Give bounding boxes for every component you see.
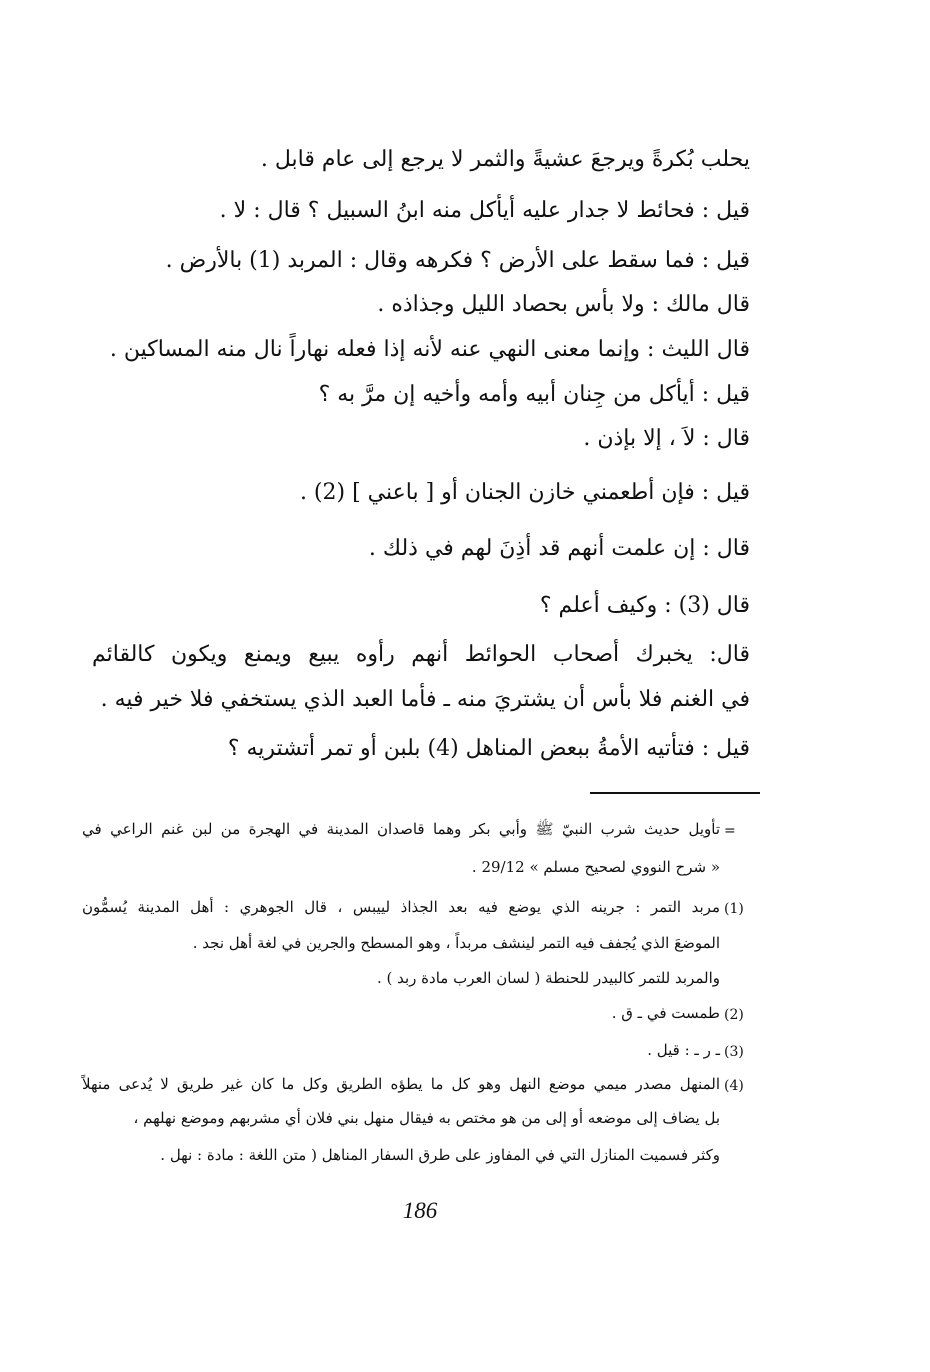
- footnote-marker: (3): [724, 1044, 744, 1060]
- footnote-marker: (4): [724, 1078, 744, 1094]
- text-line: قيل : فحائط لا جدار عليه أيأكل منه ابنُ السبيل ؟ قال : لا .: [219, 198, 750, 223]
- footnote-line: « شرح النووي لصحيح مسلم » 29/12 .: [471, 858, 720, 876]
- page-number: 186: [402, 1198, 438, 1223]
- footnote-line: والمربد للتمر كالبيدر للحنطة ( لسان العرب مادة ربد ) .: [376, 969, 720, 987]
- text-line: قال : لاَ ، إلا بإذن .: [583, 426, 750, 451]
- footnote-marker: =: [724, 823, 736, 839]
- text-line: قيل : فإن أطعمني خازن الجنان أو [ باعني ] (2) .: [299, 480, 750, 505]
- footnote-line: تأويل حديث شرب النبيّ ﷺ وأبي بكر وهما قاصدان المدينة في الهجرة من لبن غنم الراعي في: [82, 820, 720, 838]
- footnote-line: مربد التمر : جرينه الذي يوضع فيه بعد الجذاذ لييبس ، قال الجوهري : أهل المدينة يُسمُّون: [82, 898, 720, 916]
- footnote-line: طمست في ـ ق .: [611, 1004, 720, 1022]
- footnote-marker: (2): [724, 1007, 744, 1023]
- text-line: يحلب بُكرةً ويرجعَ عشيةً والثمر لا يرجع إلى عام قابل .: [260, 147, 750, 172]
- footnote-line: وكثر فسميت المنازل التي في المفاوز على طرق السفار المناهل ( متن اللغة : مادة : نهل .: [160, 1146, 720, 1164]
- text-line: في الغنم فلا بأس أن يشتريَ منه ـ فأما العبد الذي يستخفي فلا خير فيه .: [100, 687, 750, 712]
- text-line: قيل : فما سقط على الأرض ؟ فكرهه وقال : المربد (1) بالأرض .: [165, 248, 750, 273]
- footnote-line: ـ ر ـ : قيل .: [647, 1041, 720, 1059]
- footnote-marker: (1): [724, 901, 744, 917]
- text-line: قال : إن علمت أنهم قد أذِنَ لهم في ذلك .: [368, 536, 750, 561]
- footnote-separator: [590, 792, 760, 794]
- text-line: قال مالك : ولا بأس بحصاد الليل وجذاذه .: [377, 292, 750, 317]
- text-line: قيل : أيأكل من جِنان أبيه وأمه وأخيه إن مرَّ به ؟: [318, 382, 750, 407]
- footnote-line: الموضعَ الذي يُجفف فيه التمر لينشف مربداً ، وهو المسطح والجرين في لغة أهل نجد .: [192, 934, 720, 952]
- text-line: قال الليث : وإنما معنى النهي عنه لأنه إذا فعله نهاراً نال منه المساكين .: [109, 337, 750, 362]
- footnote-line: بل يضاف إلى موضعه أو إلى من هو مختص به فيقال منهل بني فلان أي مشربهم وموضع نهلهم ،: [133, 1109, 720, 1127]
- footnote-line: المنهل مصدر ميمي موضع النهل وهو كل ما يطؤه الطريق وكل ما كان غير طريق لا يُدعى منهلاً: [82, 1075, 720, 1093]
- text-line: قال (3) : وكيف أعلم ؟: [539, 593, 750, 618]
- text-line: قال: يخبرك أصحاب الحوائط أنهم رأوه يبيع ويمنع ويكون كالقائم: [92, 642, 750, 667]
- text-line: قيل : فتأتيه الأمةُ ببعض المناهل (4) بلبن أو تمر أتشتريه ؟: [227, 736, 750, 761]
